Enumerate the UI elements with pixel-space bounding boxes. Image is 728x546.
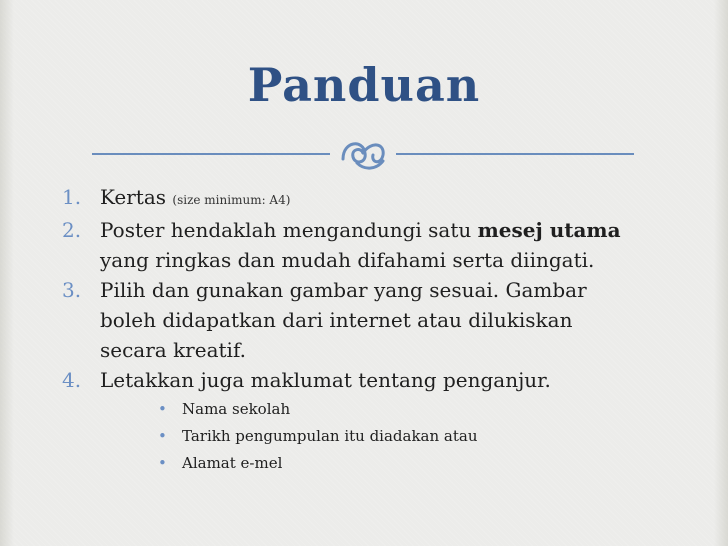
sub-list-item (62, 451, 662, 476)
list-number: 4. (62, 368, 82, 392)
list-text-line-1: Pilih dan gunakan gambar yang sesuai. Gambar (100, 278, 587, 302)
sub-list-item (62, 424, 662, 449)
bullet-icon: • (158, 400, 167, 418)
sub-list-item (62, 397, 662, 422)
list-text-line-2: boleh didapatkan dari internet atau dilukiskan (100, 308, 573, 332)
list-number: 3. (62, 278, 82, 302)
list-text-line-3: secara kreatif. (100, 338, 246, 362)
list-number: 2. (62, 218, 82, 242)
bullet-icon: • (158, 427, 167, 445)
list-text-continued: yang ringkas dan mudah difahami serta diingati. (100, 248, 595, 272)
fleuron-ornament-icon (337, 133, 389, 173)
list-emphasis: mesej utama (477, 218, 621, 242)
list-text: Poster hendaklah mengandungi satu (100, 218, 472, 242)
slide-title: Panduan (247, 58, 481, 112)
sub-list-text: Alamat e-mel (182, 454, 283, 472)
sub-list-text: Tarikh pengumpulan itu diadakan atau (182, 427, 478, 445)
content-list (62, 182, 662, 476)
list-item-3 (62, 275, 662, 365)
list-note: (size minimum: A4) (172, 193, 291, 207)
list-text: Letakkan juga maklumat tentang penganjur. (100, 368, 551, 392)
list-item-1 (62, 182, 662, 215)
list-item-2 (62, 215, 662, 275)
bullet-icon: • (158, 454, 167, 472)
sub-list-text: Nama sekolah (182, 400, 291, 418)
list-text: Kertas (100, 185, 167, 209)
list-item-4 (62, 365, 662, 395)
list-number: 1. (62, 185, 82, 209)
title-rule-left (92, 153, 330, 155)
title-rule-right (396, 153, 634, 155)
